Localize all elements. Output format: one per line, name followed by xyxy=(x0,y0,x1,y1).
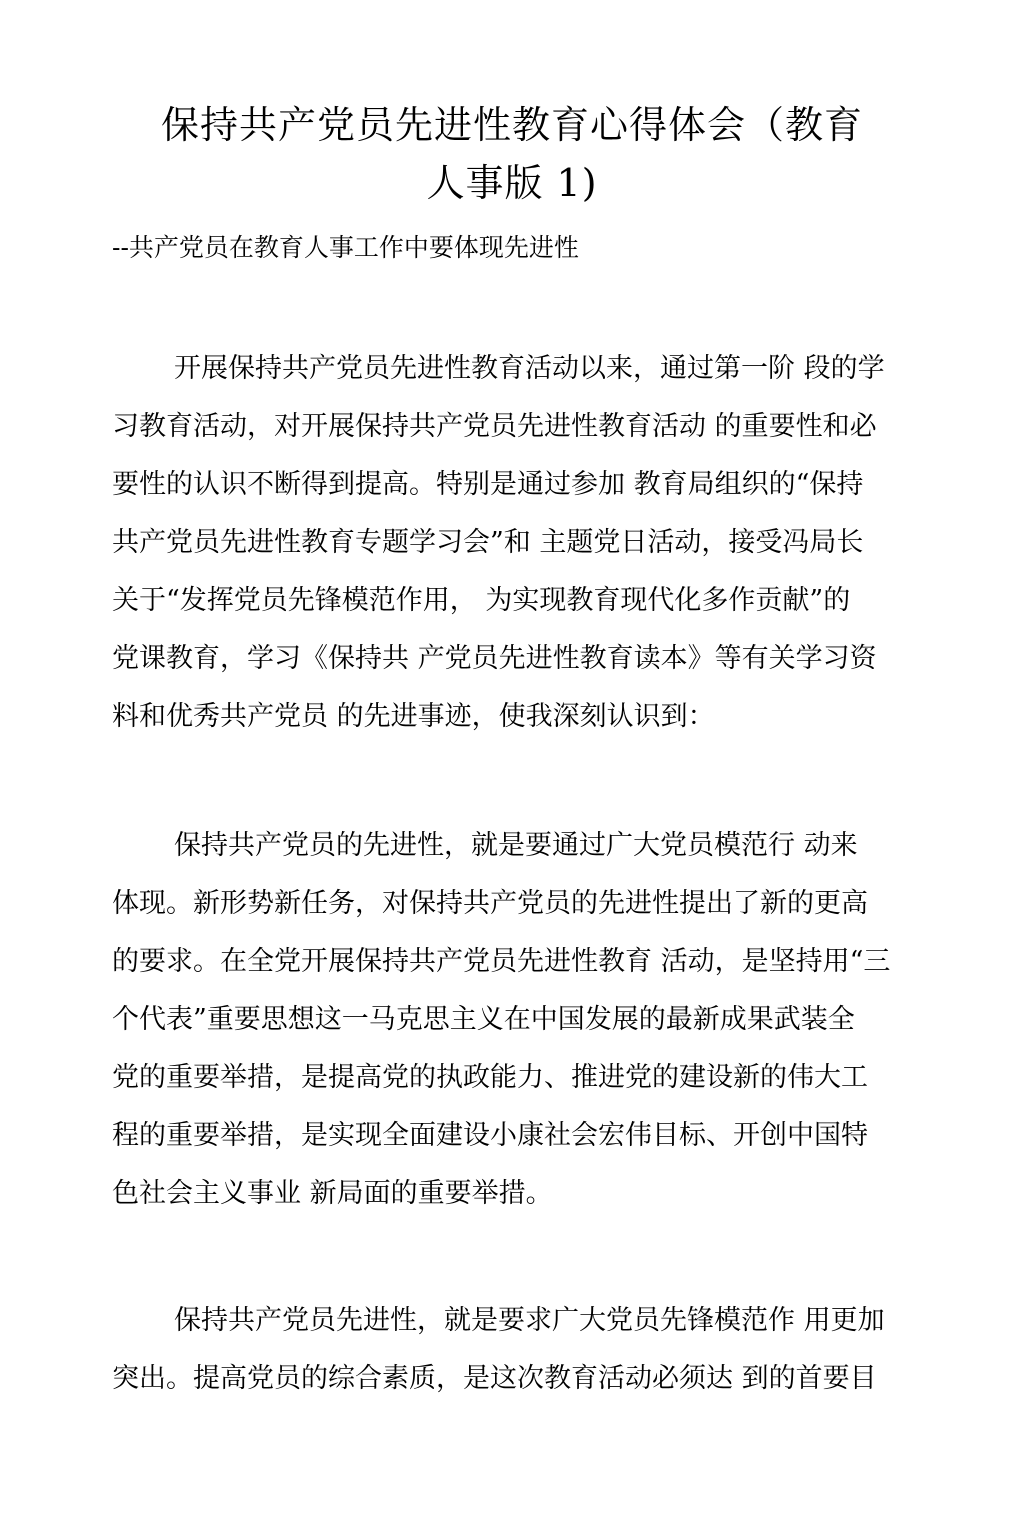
paragraph-line: 体现。新形势新任务，对保持共产党员的先进性提出了新的更高 xyxy=(112,888,868,919)
paragraph-line: 突出。提高党员的综合素质，是这次教育活动必须达 到的首要目 xyxy=(112,1363,877,1394)
title-line: 人事版 1) xyxy=(426,161,598,205)
paragraph-line: 的要求。在全党开展保持共产党员先进性教育 活动，是坚持用“三 xyxy=(112,946,891,977)
paragraph-line: 保持共产党员先进性，就是要求广大党员先锋模范作 用更加 xyxy=(174,1305,885,1336)
paragraph-line: 保持共产党员的先进性，就是要通过广大党员模范行 动来 xyxy=(174,830,858,861)
paragraph-line: 程的重要举措，是实现全面建设小康社会宏伟目标、开创中国特 xyxy=(112,1120,868,1151)
paragraph-1 xyxy=(112,340,932,746)
paragraph-2 xyxy=(112,817,932,1223)
paragraph-line: 要性的认识不断得到提高。特别是通过参加 教育局组织的“保持 xyxy=(112,469,864,500)
paragraph-3 xyxy=(112,1292,932,1408)
paragraph-line: 习教育活动，对开展保持共产党员先进性教育活动 的重要性和必 xyxy=(112,411,877,442)
paragraph-line: 色社会主义事业 新局面的重要举措。 xyxy=(112,1178,553,1209)
paragraph-line: 个代表”重要思想这一马克思主义在中国发展的最新成果武装全 xyxy=(112,1004,855,1035)
document-subtitle: --共产党员在教育人事工作中要体现先进性 xyxy=(112,233,579,262)
document-title xyxy=(112,96,912,212)
title-line: 保持共产党员先进性教育心得体会（教育 xyxy=(160,103,863,147)
paragraph-line: 关于“发挥党员先锋模范作用， 为实现教育现代化多作贡献”的 xyxy=(112,585,851,616)
paragraph-line: 共产党员先进性教育专题学习会”和 主题党日活动，接受冯局长 xyxy=(112,527,864,558)
paragraph-line: 开展保持共产党员先进性教育活动以来，通过第一阶 段的学 xyxy=(174,353,885,384)
paragraph-line: 料和优秀共产党员 的先进事迹，使我深刻认识到： xyxy=(112,701,715,732)
paragraph-line: 党课教育，学习《保持共 产党员先进性教育读本》等有关学习资 xyxy=(112,643,877,674)
paragraph-line: 党的重要举措，是提高党的执政能力、推进党的建设新的伟大工 xyxy=(112,1062,868,1093)
